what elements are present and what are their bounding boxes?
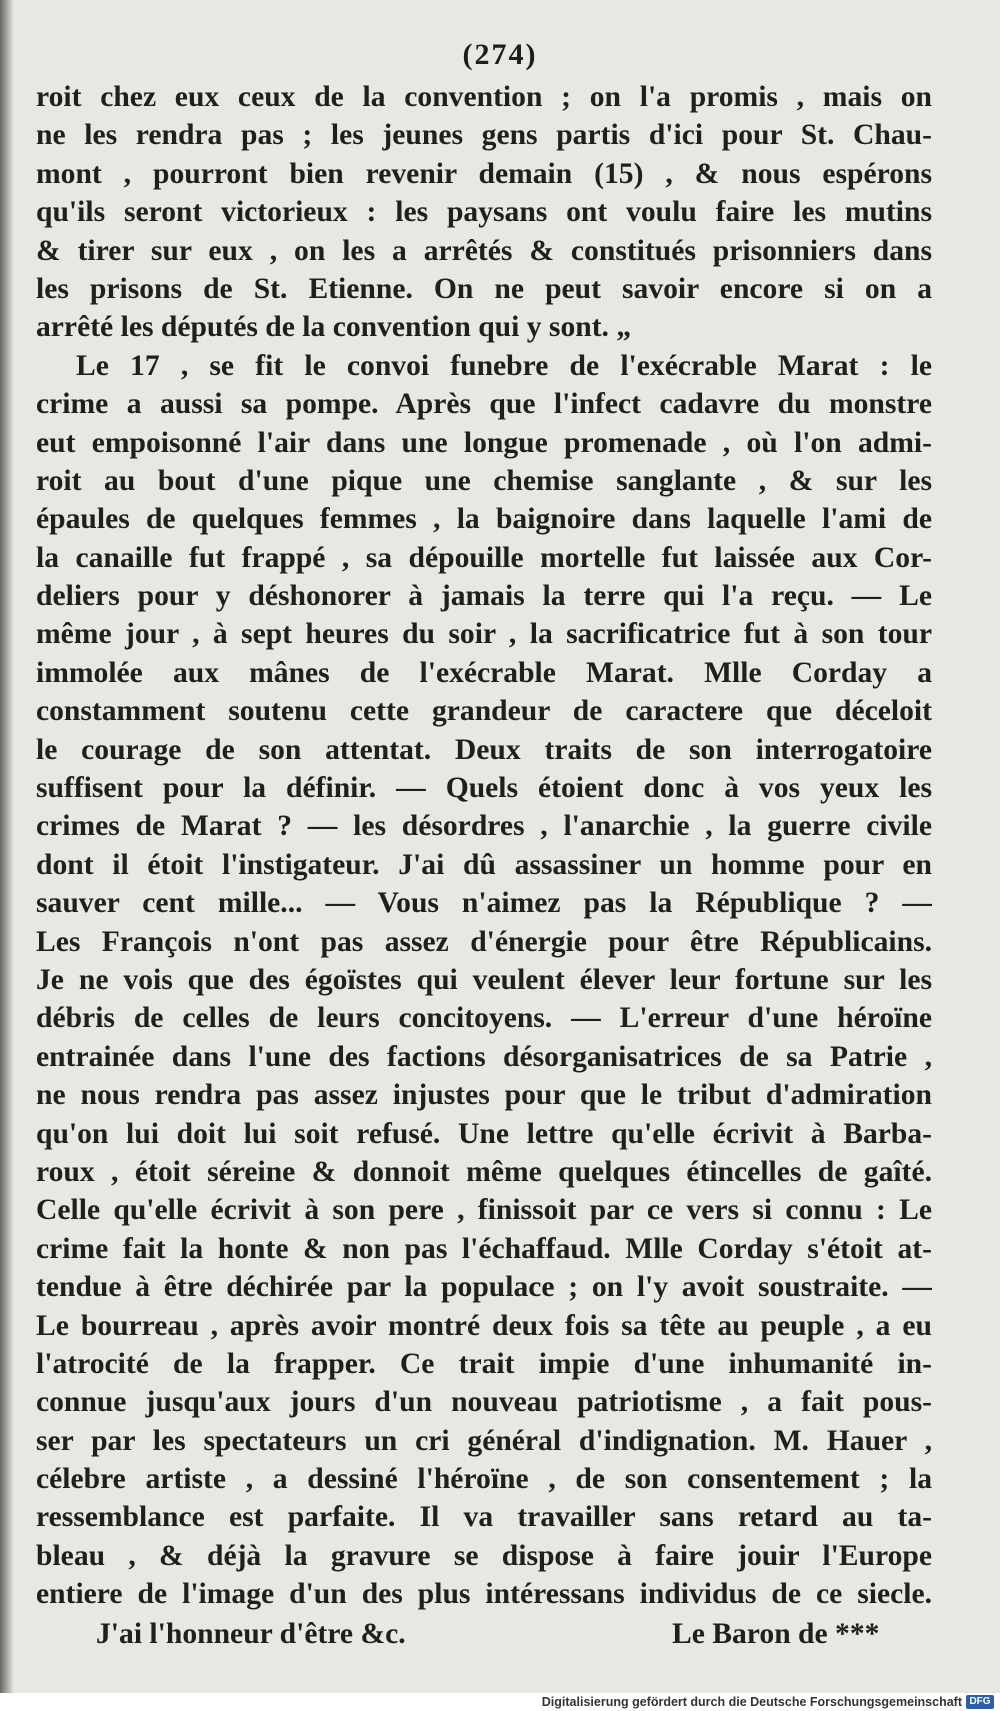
text-line: suffisent pour la définir. — Quels étoient donc à vos yeux les: [36, 772, 932, 805]
text-line: entrainée dans l'une des factions désorganisatrices de sa Patrie ,: [36, 1040, 932, 1073]
text-line: arrêté les députés de la convention qui y sont. „: [36, 311, 632, 344]
text-line: immolée aux mânes de l'exécrable Marat. Mlle Corday a: [36, 656, 932, 689]
text-line: crime fait la honte & non pas l'échaffaud. Mlle Corday s'étoit at-: [36, 1232, 932, 1265]
text-line: sauver cent mille... — Vous n'aimez pas la République ? —: [36, 887, 932, 920]
text-line: crime a aussi sa pompe. Après que l'infect cadavre du monstre: [36, 388, 932, 421]
text-line: constamment soutenu cette grandeur de caractere que déceloit: [36, 695, 932, 728]
footer-credit: Digitalisierung gefördert durch die Deutsche Forschungsgemeinschaft: [541, 1695, 962, 1709]
text-line: roit chez eux ceux de la convention ; on l'a promis , mais on: [36, 81, 932, 113]
page-number: (274): [462, 38, 538, 71]
text-line: la canaille fut frappé , sa dépouille mortelle fut laissée aux Cor-: [36, 541, 932, 574]
text-line: ressemblance est parfaite. Il va travailler sans retard au ta-: [36, 1501, 932, 1534]
text-line: débris de celles de leurs concitoyens. — L'erreur d'une héroïne: [36, 1002, 932, 1035]
text-line: deliers pour y déshonorer à jamais la terre qui l'a reçu. — Le: [36, 580, 932, 613]
text-line: bleau , & déjà la gravure se dispose à faire jouir l'Europe: [36, 1539, 932, 1572]
paragraph-start-line: Le 17 , se fit le convoi funebre de l'exécrable Marat : le: [76, 349, 932, 382]
text-line: entiere de l'image d'un des plus intéressans individus de ce siecle.: [36, 1578, 932, 1611]
page-edge-shadow: [0, 0, 14, 1711]
dfg-logo: DFG: [966, 1695, 994, 1709]
text-line: ser par les spectateurs un cri général d'indignation. M. Hauer ,: [36, 1424, 932, 1457]
text-line: dont il étoit l'instigateur. J'ai dû assassiner un homme pour en: [36, 848, 932, 881]
text-line: l'atrocité de la frapper. Ce trait impie d'une inhumanité in-: [36, 1347, 932, 1380]
text-line: tendue à être déchirée par la populace ; on l'y avoit soustraite. —: [36, 1271, 932, 1304]
text-line: ne les rendra pas ; les jeunes gens partis d'ici pour St. Chau-: [36, 119, 932, 152]
closing-formula: J'ai l'honneur d'être &c.: [96, 1618, 406, 1650]
text-line: qu'ils seront victorieux : les paysans ont voulu faire les mutins: [36, 196, 932, 229]
text-line: eut empoisonné l'air dans une longue promenade , où l'on admi-: [36, 426, 932, 459]
body-text: [36, 78, 932, 1614]
text-line: Je ne vois que des égoïstes qui veulent élever leur fortune sur les: [36, 963, 932, 996]
text-line: connue jusqu'aux jours d'un nouveau patriotisme , a fait pous-: [36, 1386, 932, 1419]
text-line: même jour , à sept heures du soir , la sacrificatrice fut à son tour: [36, 618, 932, 651]
text-line: & tirer sur eux , on les a arrêtés & constitués prisonniers dans: [36, 234, 932, 267]
text-line: Les François n'ont pas assez d'énergie pour être Républicains.: [36, 925, 932, 958]
text-line: épaules de quelques femmes , la baignoire dans laquelle l'ami de: [36, 503, 932, 536]
text-line: roit au bout d'une pique une chemise sanglante , & sur les: [36, 464, 932, 497]
text-line: mont , pourront bien revenir demain (15) , & nous espérons: [36, 157, 932, 190]
text-line: ne nous rendra pas assez injustes pour que le tribut d'admiration: [36, 1079, 932, 1112]
text-line: qu'on lui doit lui soit refusé. Une lettre qu'elle écrivit à Barba-: [36, 1117, 932, 1150]
text-line: le courage de son attentat. Deux traits de son interrogatoire: [36, 733, 932, 766]
text-line: Celle qu'elle écrivit à son pere , finissoit par ce vers si connu : Le: [36, 1194, 932, 1227]
text-line: les prisons de St. Etienne. On ne peut savoir encore si on a: [36, 272, 932, 305]
text-line: roux , étoit séreine & donnoit même quelques étincelles de gaîté.: [36, 1155, 932, 1188]
text-line: crimes de Marat ? — les désordres , l'anarchie , la guerre civile: [36, 810, 932, 843]
signature: Le Baron de ***: [672, 1618, 880, 1650]
text-line: célebre artiste , a dessiné l'héroïne , de son consentement ; la: [36, 1463, 932, 1496]
text-line: Le bourreau , après avoir montré deux fois sa tête au peuple , a eu: [36, 1309, 932, 1342]
